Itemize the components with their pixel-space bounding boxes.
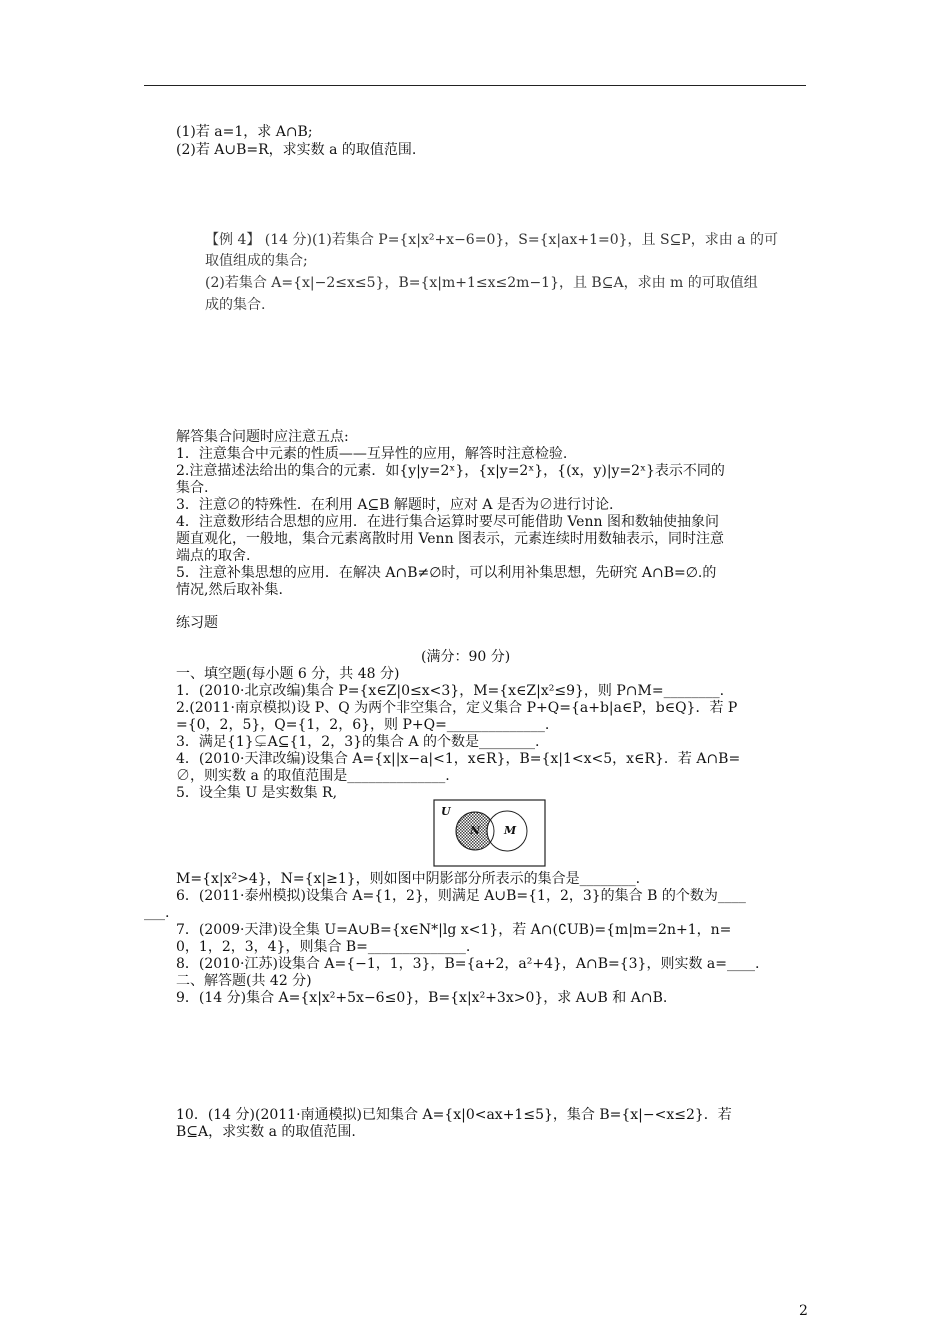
venn-diagram <box>433 799 546 867</box>
page-number: 2 <box>799 1303 808 1319</box>
text-line: 4．注意数形结合思想的应用．在进行集合运算时要尽可能借助 Venn 图和数轴使抽象问 <box>176 514 719 530</box>
header-rule <box>144 85 806 86</box>
text-line: 9．(14 分)集合 A={x|x²+5x−6≤0}，B={x|x²+3x>0}，求 A∪B 和 A∩B. <box>176 990 668 1006</box>
example-line: 取值组成的集合; <box>205 253 308 269</box>
text-line: 0，1，2，3，4}，则集合 B=______________. <box>176 939 471 955</box>
text-line: 5．注意补集思想的应用．在解决 A∩B≠∅时，可以利用补集思想，先研究 A∩B=∅.的 <box>176 565 717 581</box>
text-line: 端点的取舍. <box>176 548 251 564</box>
text-line: 8．(2010·江苏)设集合 A={−1，1，3}，B={a+2，a²+4}，A∩B={3}，则实数 a=____. <box>176 956 760 972</box>
text-line: ={0，2，5}，Q={1，2，6}，则 P+Q=______________. <box>176 717 550 733</box>
text-line: 情况,然后取补集. <box>176 582 283 598</box>
text-line: B⊆A，求实数 a 的取值范围. <box>176 1124 356 1140</box>
text-line: M={x|x²>4}，N={x|≥1}，则如图中阴影部分所表示的集合是________. <box>176 871 641 887</box>
text-line: 二、解答题(共 42 分) <box>176 973 312 989</box>
text-line: 解答集合问题时应注意五点: <box>176 429 349 445</box>
section-title: 练习题 <box>176 615 218 631</box>
text-line: ∅，则实数 a 的取值范围是______________. <box>176 768 450 784</box>
venn-label-n: N <box>470 824 481 837</box>
text-line: 一、填空题(每小题 6 分，共 48 分) <box>176 666 400 682</box>
text-line: 题直观化，一般地，集合元素离散时用 Venn 图表示，元素连续时用数轴表示，同时注意 <box>176 531 725 547</box>
text-line: 1．(2010·北京改编)集合 P={x∈Z|0≤x<3}，M={x∈Z|x²≤9}，则 P∩M=________. <box>176 683 725 699</box>
text-line: 2.(2011·南京模拟)设 P、Q 为两个非空集合，定义集合 P+Q={a+b|a∈P，b∈Q}．若 P <box>176 700 738 716</box>
text-line: 3．注意∅的特殊性．在利用 A⊆B 解题时，应对 A 是否为∅进行讨论. <box>176 497 614 513</box>
example-line: (2)若集合 A={x|−2≤x≤5}，B={x|m+1≤x≤2m−1}，且 B⊆A，求由 m 的可取值组 <box>205 275 758 291</box>
text-line: (2)若 A∪B=R，求实数 a 的取值范围. <box>176 142 417 158</box>
text-line: (1)若 a=1，求 A∩B; <box>176 124 313 140</box>
text-line: 1．注意集合中元素的性质——互异性的应用，解答时注意检验. <box>176 446 568 462</box>
example-line: 【例 4】 (14 分)(1)若集合 P={x|x²+x−6=0}，S={x|ax+1=0}，且 S⊆P，求由 a 的可 <box>205 232 778 248</box>
text-line: 集合. <box>176 480 209 496</box>
text-line: 7．(2009·天津)设全集 U=A∪B={x∈N*|lg x<1}，若 A∩(∁UB)={m|m=2n+1，n= <box>176 922 732 938</box>
score-line: (满分：90 分) <box>421 649 511 665</box>
text-line: ___. <box>144 905 170 921</box>
text-line: 10．(14 分)(2011·南通模拟)已知集合 A={x|0<ax+1≤5}，集合 B={x|−<x≤2}．若 <box>176 1107 732 1123</box>
text-line: 5．设全集 U 是实数集 R, <box>176 785 338 801</box>
example-line: 成的集合. <box>205 297 266 313</box>
text-line: 4．(2010·天津改编)设集合 A={x||x−a|<1，x∈R}，B={x|1<x<5，x∈R}．若 A∩B= <box>176 751 741 767</box>
venn-label-m: M <box>504 824 517 837</box>
text-line: 6．(2011·泰州模拟)设集合 A={1，2}，则满足 A∪B={1，2，3}的集合 B 的个数为____ <box>176 888 746 904</box>
text-line: 3．满足{1}⊊A⊆{1，2，3}的集合 A 的个数是________. <box>176 734 540 750</box>
venn-label-u: U <box>441 805 451 818</box>
text-line: 2.注意描述法给出的集合的元素．如{y|y=2ˣ}，{x|y=2ˣ}，{(x，y)|y=2ˣ}表示不同的 <box>176 463 725 479</box>
